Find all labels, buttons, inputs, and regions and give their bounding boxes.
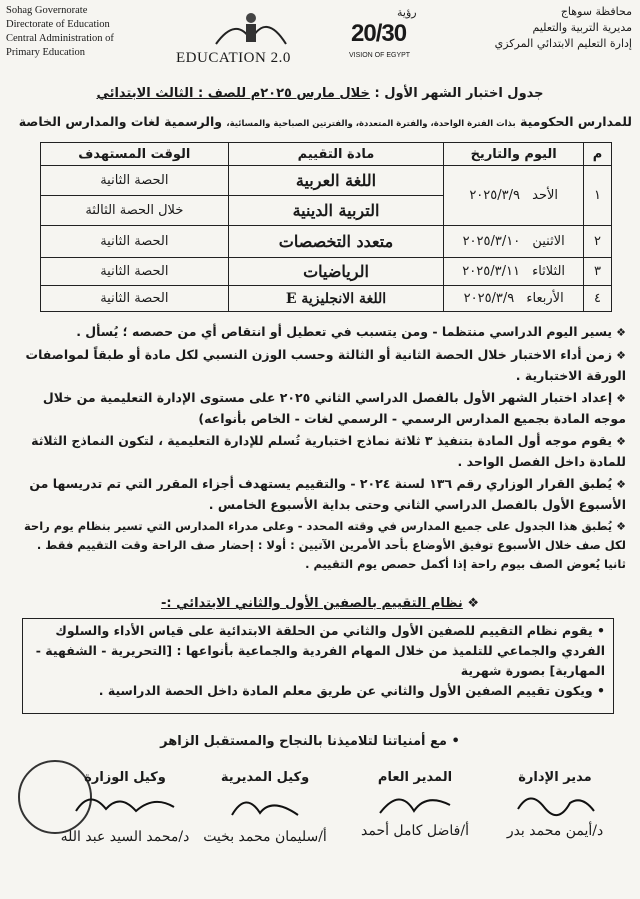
list-item	[18, 322, 626, 343]
header-arabic-line: إدارة التعليم الابتدائي المركزي	[494, 37, 632, 50]
list-item-text: يقوم موجه أول المادة بتنفيذ ٣ ثلاثة نماذج اختبارية تُسلم للإدارة التعليمية ، لتكون النماذج الثلاثة للمادة داخل الفصل الواحد .	[31, 433, 626, 469]
system-title-text: نظام التقييم بالصفين الأول والثاني الابتدائي :-	[161, 596, 463, 611]
header-num: م	[584, 143, 612, 166]
row-time: الحصة الثانية	[41, 258, 229, 286]
header-day: اليوم والتاريخ	[444, 143, 584, 166]
row-subject: الرياضيات	[228, 258, 444, 286]
signature-name: د/محمد السيد عبد الله	[60, 829, 190, 845]
header-english-line: Sohag Governorate	[6, 5, 88, 16]
table-row	[41, 286, 612, 312]
header-subject: مادة التقييم	[228, 143, 444, 166]
row-num: ٣	[584, 258, 612, 286]
row-num: ٢	[584, 226, 612, 258]
row-day: الثلاثاء	[532, 264, 566, 279]
row-date: ٢٠٢٥/٣/١٠	[462, 234, 521, 249]
list-item	[18, 388, 626, 429]
vision-caption: VISION OF EGYPT	[349, 52, 411, 59]
header-time: الوقت المستهدف	[41, 143, 229, 166]
header-english-line: Primary Education	[6, 47, 86, 58]
table-row	[41, 226, 612, 258]
row-subject: اللغة العربية	[228, 166, 444, 196]
row-day: الأحد	[532, 188, 559, 203]
subtitle-part1: للمدارس الحكومية	[520, 114, 632, 129]
row-subject: التربية الدينية	[228, 196, 444, 226]
title-prefix: جدول اختبار الشهر الأول :	[374, 86, 544, 101]
subtitle-small: بذات الفترة الواحدة، والفترة المتعددة، والفترتين الصباحية والمسائية،	[226, 119, 516, 129]
diamond-bullet-icon: ❖	[616, 326, 626, 339]
list-item-text: يسير اليوم الدراسي منتظما - ومن يتسبب في تعطيل أو انتقاص أي من حصصه ؛ يُسأل .	[76, 324, 613, 339]
header-arabic-block	[422, 4, 632, 52]
diamond-bullet-icon: ❖	[462, 596, 479, 611]
row-day-date	[444, 286, 584, 312]
row-num: ٤	[584, 286, 612, 312]
list-item-text: يُطبق القرار الوزاري رقم ١٣٦ لسنة ٢٠٢٤ - والتقييم يستهدف أجزاء المقرر التي تم تدريسها من الأسبوع الأول بالفصل الدراسي الثاني وحتى بداية الأسبوع الخامس .	[29, 476, 626, 512]
closing-wish-text: مع أمنياتنا لتلاميذنا بالنجاح والمستقبل الزاهر	[160, 734, 447, 749]
signature-name: أ/فاضل كامل أحمد	[361, 823, 469, 839]
row-time: الحصة الثانية	[41, 226, 229, 258]
document-subtitle	[6, 114, 632, 129]
row-date: ٢٠٢٥/٣/٩	[469, 188, 520, 203]
signature-name: د/أيمن محمد بدر	[506, 823, 604, 839]
diamond-bullet-icon: ❖	[616, 392, 626, 405]
list-item-text: ويكون تقييم الصفين الأول والثاني عن طريق معلم المادة داخل الحصة الدراسية .	[98, 683, 593, 698]
row-time: الحصة الثانية	[41, 166, 229, 196]
row-time: الحصة الثانية	[41, 286, 229, 312]
vision-word: رؤية	[397, 6, 417, 19]
education-logo	[176, 6, 346, 72]
signature-block	[200, 770, 330, 845]
education-logo-text: EDUCATION 2.0	[176, 50, 291, 66]
list-item-text: يُطبق هذا الجدول على جميع المدارس في وقته المحدد - وعلى مدراء المدارس التي تسير بنظام يوم راحة لكل صف خلال الأسبوع توفيق الأوضاع بأحد الأمرين الآتيين : أولا : إحضار صف الراحة وقت التقييم فقط . ثانيا يُعوض الصف بيوم راحة إذا أكمل حصص يوم التقييم .	[23, 519, 626, 571]
row-num: ١	[584, 166, 612, 226]
header-arabic-line: مديرية التربية والتعليم	[532, 21, 632, 34]
list-item-text: يقوم نظام التقييم للصفين الأول والثاني من الحلقة الابتدائية على قياس الأداء والسلوك الفردي والجماعي للتلميذ من خلال المهام الفردية والجماعية بأنواعها : [التحريرية - الشفهية - المهارية] بصورة شهرية	[35, 623, 605, 678]
list-item: • ويكون تقييم الصفين الأول والثاني عن طريق معلم المادة داخل الحصة الدراسية .	[98, 683, 605, 698]
signature-block	[60, 770, 190, 845]
signature-title: وكيل المديرية	[220, 770, 310, 785]
row-day-date	[444, 226, 584, 258]
signature-title: وكيل الوزارة	[84, 770, 166, 785]
list-item	[18, 517, 626, 574]
row-time: خلال الحصة الثالثة	[41, 196, 229, 226]
system-title	[0, 596, 640, 611]
row-subject: متعدد التخصصات	[228, 226, 444, 258]
row-subject: اللغة الانجليزية E	[228, 286, 444, 312]
list-item-text: إعداد اختبار الشهر الأول بالفصل الدراسي الثاني ٢٠٢٥ على مستوى الإدارة التعليمية من خلال موجه المادة بجميع المدارس الرسمي - الرسمي لغات - الخاص بأنواعه)	[42, 390, 626, 426]
signature-name: أ/سليمان محمد بخيت	[203, 829, 327, 845]
row-date: ٢٠٢٥/٣/١١	[462, 264, 520, 279]
signature-title: المدير العام	[377, 770, 453, 785]
list-item	[18, 345, 626, 386]
header-arabic-line: محافظة سوهاج	[560, 5, 632, 18]
title-underlined: خلال مارس ٢٠٢٥م للصف : الثالث الابتدائي	[96, 86, 370, 101]
diamond-bullet-icon: ❖	[616, 520, 626, 533]
handwritten-signature-icon	[370, 785, 460, 819]
list-item: • يقوم نظام التقييم للصفين الأول والثاني من الحلقة الابتدائية على قياس الأداء والسلوك الفردي والجماعي للتلميذ من خلال المهام الفردية والجماعية بأنواعها : [التحريرية - الشفهية - المهارية] بصورة شهرية	[35, 623, 605, 678]
list-item	[18, 431, 626, 472]
vision-number: 20/30	[351, 20, 407, 47]
diamond-bullet-icon: ❖	[616, 435, 626, 448]
diamond-bullet-icon: ❖	[616, 349, 626, 362]
education-emblem-icon	[206, 6, 296, 50]
closing-wish: • مع أمنياتنا لتلاميذنا بالنجاح والمستقبل الزاهر	[160, 734, 460, 749]
header-english-block	[6, 4, 176, 60]
table-row	[41, 166, 612, 196]
signature-title: مدير الإدارة	[518, 770, 592, 785]
list-item-text: زمن أداء الاختبار خلال الحصة الثانية أو الثالثة وحسب الوزن النسبي لكل مادة أو طبقاً لمواصفات الورقة الاختبارية .	[25, 347, 626, 383]
instructions-list	[18, 322, 626, 576]
subtitle-part2: والرسمية لغات والمدارس الخاصة	[18, 114, 223, 129]
signature-block	[355, 770, 475, 839]
handwritten-signature-icon	[70, 785, 180, 825]
handwritten-signature-icon	[220, 785, 310, 825]
list-item	[18, 474, 626, 515]
schedule-table	[40, 142, 612, 312]
handwritten-signature-icon	[510, 785, 600, 819]
header-english-line: Central Administration of	[6, 33, 114, 44]
diamond-bullet-icon: ❖	[616, 478, 626, 491]
row-day-date	[444, 166, 584, 226]
table-header-row	[41, 143, 612, 166]
system-box	[22, 618, 614, 714]
row-day: الاثنين	[532, 234, 565, 249]
table-row	[41, 258, 612, 286]
row-day-date	[444, 258, 584, 286]
document-title	[0, 86, 640, 101]
row-date: ٢٠٢٥/٣/٩	[463, 291, 515, 306]
header-english-line: Directorate of Education	[6, 19, 110, 30]
row-day: الأربعاء	[526, 291, 564, 306]
signature-block	[500, 770, 610, 839]
